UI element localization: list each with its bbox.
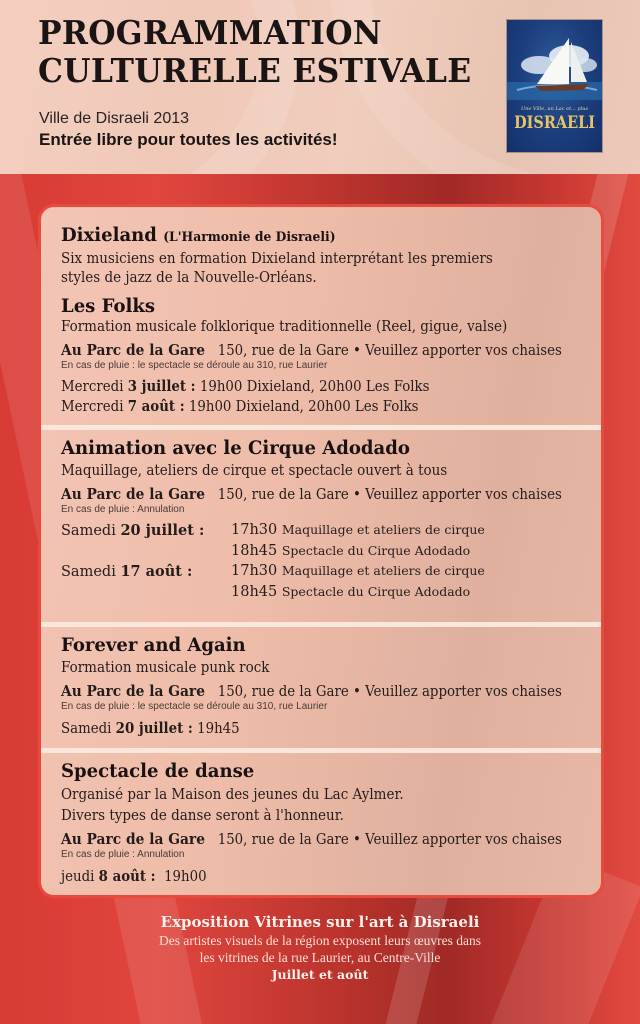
activity: Spectacle du Cirque Adodado (281, 543, 471, 558)
section-divider (41, 748, 601, 753)
section-forever-and-again (61, 633, 591, 739)
event-title: Spectacle de danse (61, 760, 255, 782)
schedule-date (61, 563, 231, 580)
logo-name: DISRAELI (514, 113, 596, 133)
footer-description: Des artistes visuels de la région exposent leurs œuvres dans (158, 933, 482, 948)
program-box (38, 204, 604, 898)
venue-details: 150, rue de la Gare • Veuillez apporter vos chaises (217, 343, 562, 359)
section-divider (41, 622, 601, 627)
activity: Maquillage et ateliers de cirque (281, 522, 485, 537)
date: 7 août : (127, 398, 185, 415)
day: Samedi (61, 523, 116, 539)
activity: Spectacle du Cirque Adodado (281, 584, 471, 599)
event-description: Formation musicale punk rock (61, 660, 270, 676)
time: 17h30 (231, 563, 278, 579)
date: 20 juillet : (115, 720, 193, 737)
times: 19h00 Dixieland, 20h00 Les Folks (188, 399, 419, 415)
event-description: Formation musicale folklorique traditionnelle (Reel, gigue, valse) (61, 319, 508, 335)
day: jeudi (61, 869, 95, 885)
venue-line (61, 341, 562, 360)
date: 17 août : (120, 563, 193, 580)
schedule-time (231, 522, 591, 539)
event-description: Divers types de danse seront à l'honneur. (61, 808, 344, 824)
subtitle: Ville de Disraeli 2013 (39, 110, 190, 127)
venue-name: Au Parc de la Gare (61, 830, 205, 848)
schedule-time (231, 543, 591, 559)
venue-name: Au Parc de la Gare (61, 682, 205, 700)
footer-months: Juillet et août (271, 967, 369, 982)
section-spectacle-de-danse (61, 759, 591, 887)
venue-line (61, 682, 562, 701)
section-dixieland-folks (61, 223, 591, 417)
event-description: styles de jazz de la Nouvelle-Orléans. (61, 270, 317, 286)
title-line-1: PROGRAMMATION (38, 13, 382, 52)
header (0, 0, 640, 174)
event-title: Animation avec le Cirque Adodado (61, 437, 410, 459)
section-divider (41, 425, 601, 430)
disraeli-logo (506, 19, 603, 153)
venue-details: 150, rue de la Gare • Veuillez apporter vos chaises (217, 832, 562, 848)
event-title: Forever and Again (61, 634, 246, 656)
date: 3 juillet : (127, 378, 196, 395)
venue-line (61, 485, 562, 504)
rain-note: En cas de pluie : Annulation (61, 849, 185, 860)
date: 20 juillet : (120, 522, 205, 539)
page-title (38, 14, 471, 90)
sailboat-icon (507, 20, 603, 110)
time: 17h30 (231, 522, 278, 538)
day: Samedi (61, 564, 116, 580)
date-line (61, 719, 549, 739)
times: 19h00 Dixieland, 20h00 Les Folks (199, 379, 430, 395)
times: 19h45 (197, 721, 240, 737)
schedule-date (61, 522, 231, 539)
date: 8 août : (98, 868, 156, 885)
schedule-time (231, 584, 591, 600)
venue-details: 150, rue de la Gare • Veuillez apporter vos chaises (217, 684, 562, 700)
date-line (61, 377, 549, 397)
section-cirque-adodado (61, 436, 591, 600)
schedule-date (61, 584, 231, 600)
rain-note: En cas de pluie : le spectacle se déroule au 310, rue Laurier (61, 701, 328, 712)
venue-name: Au Parc de la Gare (61, 341, 205, 359)
day: Mercredi (61, 399, 124, 415)
schedule-date (61, 543, 231, 559)
day: Mercredi (61, 379, 124, 395)
footer-description: les vitrines de la rue Laurier, au Centre-Ville (199, 950, 441, 965)
event-description: Six musiciens en formation Dixieland interprétant les premiers (61, 251, 493, 267)
venue-details: 150, rue de la Gare • Veuillez apporter vos chaises (217, 487, 562, 503)
time: 18h45 (231, 584, 278, 600)
event-title (61, 223, 565, 250)
schedule-time (231, 563, 591, 580)
day: Samedi (61, 721, 112, 737)
footer-title: Exposition Vitrines sur l'art à Disraeli (160, 913, 480, 931)
event-title-dixieland: Dixieland (61, 224, 157, 246)
date-line (61, 867, 549, 887)
event-title-note: (L'Harmonie de Disraeli) (163, 230, 336, 245)
times: 19h00 (164, 869, 207, 885)
date-line (61, 397, 549, 417)
event-title-les-folks: Les Folks (61, 295, 156, 317)
venue-line (61, 830, 562, 849)
rain-note: En cas de pluie : Annulation (61, 504, 185, 515)
tagline: Entrée libre pour toutes les activités! (39, 130, 338, 149)
rain-note: En cas de pluie : le spectacle se déroule au 310, rue Laurier (61, 360, 328, 371)
venue-name: Au Parc de la Gare (61, 485, 205, 503)
activity: Maquillage et ateliers de cirque (281, 563, 485, 578)
title-line-2: CULTURELLE ESTIVALE (38, 51, 472, 90)
schedule (61, 522, 591, 600)
logo-tagline: Une Ville, un Lac et... plus (520, 106, 589, 112)
event-description: Maquillage, ateliers de cirque et spectacle ouvert à tous (61, 463, 448, 479)
footer-exposition (0, 912, 640, 983)
event-description: Organisé par la Maison des jeunes du Lac Aylmer. (61, 787, 404, 803)
time: 18h45 (231, 543, 278, 559)
